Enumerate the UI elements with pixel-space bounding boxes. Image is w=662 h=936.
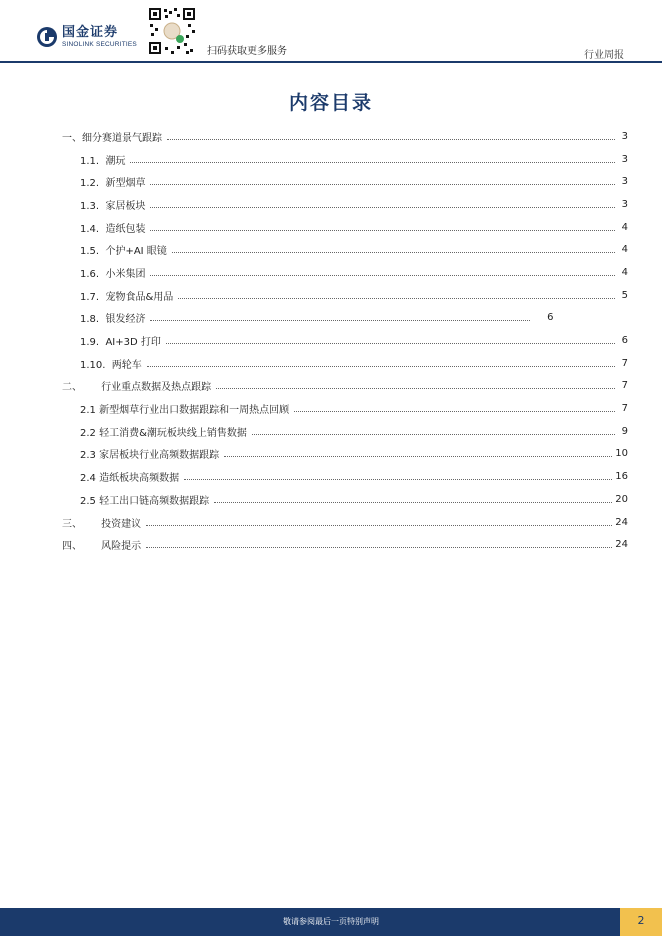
toc-entry[interactable] [62, 329, 628, 352]
toc-entry[interactable] [62, 443, 628, 466]
toc-leader [130, 162, 615, 163]
page-header [0, 0, 662, 64]
qr-code-icon[interactable] [146, 5, 198, 57]
toc-leader [252, 434, 615, 435]
toc-entry[interactable] [62, 284, 628, 307]
toc-leader [172, 252, 615, 253]
toc-leader [224, 456, 612, 457]
toc-entry-label: 1.8. 银发经济 [80, 314, 146, 326]
toc-entry-page: 24 [615, 516, 628, 528]
header-divider [0, 61, 662, 63]
toc-leader [146, 525, 612, 526]
toc-entry-label: 2.3 家居板块行业高频数据跟踪 [80, 450, 220, 462]
toc-entry[interactable] [62, 352, 628, 375]
toc-leader [150, 320, 530, 321]
toc-leader [150, 207, 615, 208]
toc-entry[interactable] [62, 170, 628, 193]
toc-entry[interactable] [62, 465, 628, 488]
toc-entry-page: 3 [621, 130, 628, 142]
toc-entry[interactable] [62, 125, 628, 148]
toc-entry-page: 9 [621, 425, 628, 437]
toc-leader [214, 502, 612, 503]
toc-leader [178, 298, 615, 299]
toc-entry-label: 2.5 轻工出口链高频数据跟踪 [80, 495, 210, 507]
toc-entry[interactable] [62, 238, 628, 261]
toc-leader [147, 366, 615, 367]
toc-entry-label: 一、细分赛道景气跟踪 [62, 132, 162, 144]
toc-leader [216, 388, 615, 389]
toc-entry[interactable] [62, 511, 628, 534]
brand-logo [36, 26, 137, 49]
toc-entry[interactable] [62, 397, 628, 420]
footer-disclaimer: 敬请参阅最后一页特别声明 [283, 917, 379, 926]
toc-entry[interactable] [62, 375, 628, 398]
toc-entry-page: 4 [621, 244, 628, 256]
toc-entry[interactable] [62, 420, 628, 443]
toc-leader [150, 230, 615, 231]
toc-entry-label: 二、 行业重点数据及热点跟踪 [62, 382, 212, 394]
toc-entry-label: 四、 风险提示 [62, 541, 142, 553]
toc-title: 内容目录 [288, 92, 373, 114]
toc-leader [166, 343, 615, 344]
toc-entry-page: 20 [615, 493, 628, 505]
toc-entry-page: 7 [621, 403, 628, 415]
toc-entry-label: 1.7. 宠物食品&用品 [80, 291, 174, 303]
toc-entry-label: 2.1 新型烟草行业出口数据跟踪和一周热点回顾 [80, 405, 290, 417]
toc-entry-label: 1.6. 小米集团 [80, 268, 146, 280]
toc-entry[interactable] [62, 261, 628, 284]
toc-entry-page: 4 [621, 266, 628, 278]
sinolink-logo-icon [36, 26, 58, 48]
toc-entry-label: 2.2 轻工消费&潮玩板块线上销售数据 [80, 427, 247, 439]
toc-entry-page: 3 [621, 176, 628, 188]
toc-entry-page: 5 [621, 289, 628, 301]
toc-entry-page: 4 [621, 221, 628, 233]
brand-name-en: SINOLINK SECURITIES [62, 41, 137, 48]
toc-entry-label: 1.9. AI+3D 打印 [80, 337, 161, 349]
brand-name-cn: 国金证券 [62, 25, 119, 40]
toc-leader [184, 479, 612, 480]
toc-entry[interactable] [62, 216, 628, 239]
toc-entry-page: 3 [621, 198, 628, 210]
toc-entry-page: 10 [615, 448, 628, 460]
toc-leader [146, 547, 612, 548]
toc-entry[interactable] [62, 533, 628, 556]
toc-entry[interactable] [62, 307, 628, 330]
toc-entry-label: 1.4. 造纸包装 [80, 223, 146, 235]
toc-entry-page: 7 [621, 357, 628, 369]
toc-entry-page: 24 [615, 539, 628, 551]
toc-entry[interactable] [62, 488, 628, 511]
qr-caption: 扫码获取更多服务 [207, 46, 287, 57]
toc-leader [167, 139, 615, 140]
table-of-contents [62, 125, 628, 556]
toc-entry[interactable] [62, 148, 628, 171]
toc-entry-label: 三、 投资建议 [62, 518, 142, 530]
toc-entry-label: 1.10. 两轮车 [80, 359, 142, 371]
toc-entry-label: 1.5. 个护+AI 眼镜 [80, 246, 167, 258]
toc-leader [150, 184, 615, 185]
report-type: 行业周报 [584, 50, 624, 61]
toc-entry-label: 2.4 造纸板块高频数据 [80, 473, 180, 485]
page-footer [0, 908, 662, 936]
toc-entry-label: 1.3. 家居板块 [80, 200, 146, 212]
toc-entry-page: 6 [547, 312, 554, 324]
toc-entry-label: 1.1. 潮玩 [80, 155, 126, 167]
page-number: 2 [637, 914, 645, 927]
toc-entry-page: 16 [615, 471, 628, 483]
toc-entry-page: 6 [621, 335, 628, 347]
toc-entry-label: 1.2. 新型烟草 [80, 178, 146, 190]
toc-leader [294, 411, 615, 412]
toc-leader [150, 275, 615, 276]
toc-entry-page: 7 [621, 380, 628, 392]
page-number-tab [620, 908, 662, 936]
toc-entry[interactable] [62, 193, 628, 216]
toc-entry-page: 3 [621, 153, 628, 165]
